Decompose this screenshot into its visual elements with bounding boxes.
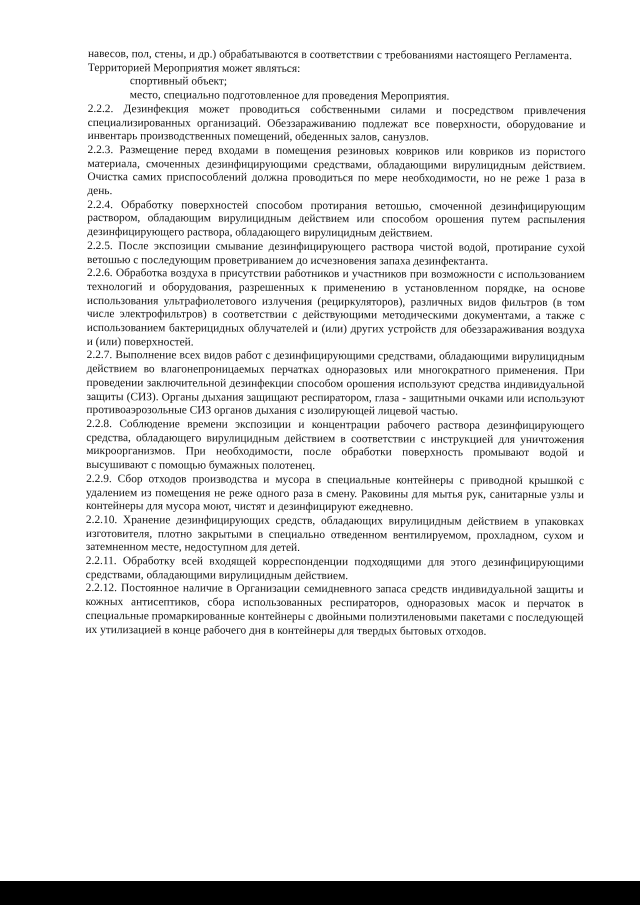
scan-bottom-edge xyxy=(0,881,640,905)
list-item-special-place: место, специально подготовленное для проведения Мероприятия. xyxy=(129,89,450,103)
paragraph-2-2-12: 2.2.12. Постоянное наличие в Организации семидневного запаса средств индивидуальной защиты и кожных антисептиков, сбора использованных респираторов, одноразовых масок и перчаток в специальные промаркированные контейнеры с двойными полиэтиленовыми пакетами с последующей их утилизацией в конце рабочего дня в контейнеры для твердых бытовых отходов. xyxy=(85,582,584,638)
paragraph-2-2-9: 2.2.9. Сбор отходов производства и мусора в специальные контейнеры с приводной крышкой с удалением из помещения не реже одного раза в смену. Раковины для мытья рук, санитарные узлы и контейнеры для мусора моют, чистят и дезинфицируют ежедневно. xyxy=(85,472,585,514)
paragraph-2-2-11: 2.2.11. Обработку всей входящей корреспонденции подходящими для этого дезинфицирующими средствами, обладающими вирулицидным действием. xyxy=(85,555,584,582)
paragraph-2-2-6: 2.2.6. Обработка воздуха в присутствии работников и участников при возможности с использованием технологий и оборудования, разрешенных к применению в установленном порядке, на основе использования ультрафиолетового излучения (рециркуляторов), различных видов фильтров (в том числе электрофильтров) в соответствии с действующими методическими документами, а также с использованием бактерицидных облучателей и (или) других устройств для обеззараживания воздуха и (или) поверхностей. xyxy=(86,267,586,349)
document-page xyxy=(85,48,586,639)
paragraph-2-2-4: 2.2.4. Обработку поверхностей способом протирания ветошью, смоченной дезинфицирующим раствором, обладающим вирулицидным действием или способом орошения путем распыления дезинфицирующего раствора, обладающего вирулицидным действием. xyxy=(87,198,586,240)
paragraph-2-2-3: 2.2.3. Размещение перед входами в помещения резиновых ковриков или ковриков из пористого материала, смоченных дезинфицирующими средствами, обладающими вирулицидным действием. Очистка самих приспособлений должна проводиться по мере необходимости, но не реже 1 раза в день. xyxy=(87,143,586,198)
paragraph-2-2-5: 2.2.5. После экспозиции смывание дезинфицирующего раствора чистой водой, протирание сухой ветошью с последующим проветриванием до исчезновения запаха дезинфектанта. xyxy=(87,239,586,268)
list-item-sports-facility: спортивный объект; xyxy=(129,75,228,89)
paragraph-2-2-2: 2.2.2. Дезинфекция может проводиться собственными силами и посредством привлечения специализированных организаций. Обеззараживанию подлежат все поверхности, оборудование и инвентарь производственных помещений, обеденных залов, санузлов. xyxy=(87,102,586,144)
paragraph-continuation: навесов, пол, стены, и др.) обрабатываются в соответствии с требованиями настоящего Регламента. xyxy=(87,48,572,63)
paragraph-2-2-10: 2.2.10. Хранение дезинфицирующих средств, обладающих вирулицидным действием в упаковках изготовителя, плотно закрытыми в специально отведенном вентилируемом, прохладном, сухом и затемненном месте, недоступном для детей. xyxy=(85,513,584,555)
paragraph-2-2-8: 2.2.8. Соблюдение времени экспозиции и концентрации рабочего раствора дезинфицирующего средства, обладающего вирулицидным действием в соответствии с инструкцией для уничтожения микроорганизмов. При необходимости, после обработки поверхность промывают водой и высушивают с помощью бумажных полотенец. xyxy=(86,417,585,473)
paragraph-territory-intro: Территорией Мероприятия может являться: xyxy=(87,61,301,75)
paragraph-2-2-7: 2.2.7. Выполнение всех видов работ с дезинфицирующими средствами, обладающими вирулицидным действием во влагонепроницаемых перчатках одноразовых или многократного применения. При проведении заключительной дезинфекции способом орошения используют средства индивидуальной защиты (СИЗ). Органы дыхания защищают респиратором, глаза - защитными очками или используют противоаэрозольные СИЗ органов дыхания с изолирующей лицевой частью. xyxy=(86,349,585,418)
